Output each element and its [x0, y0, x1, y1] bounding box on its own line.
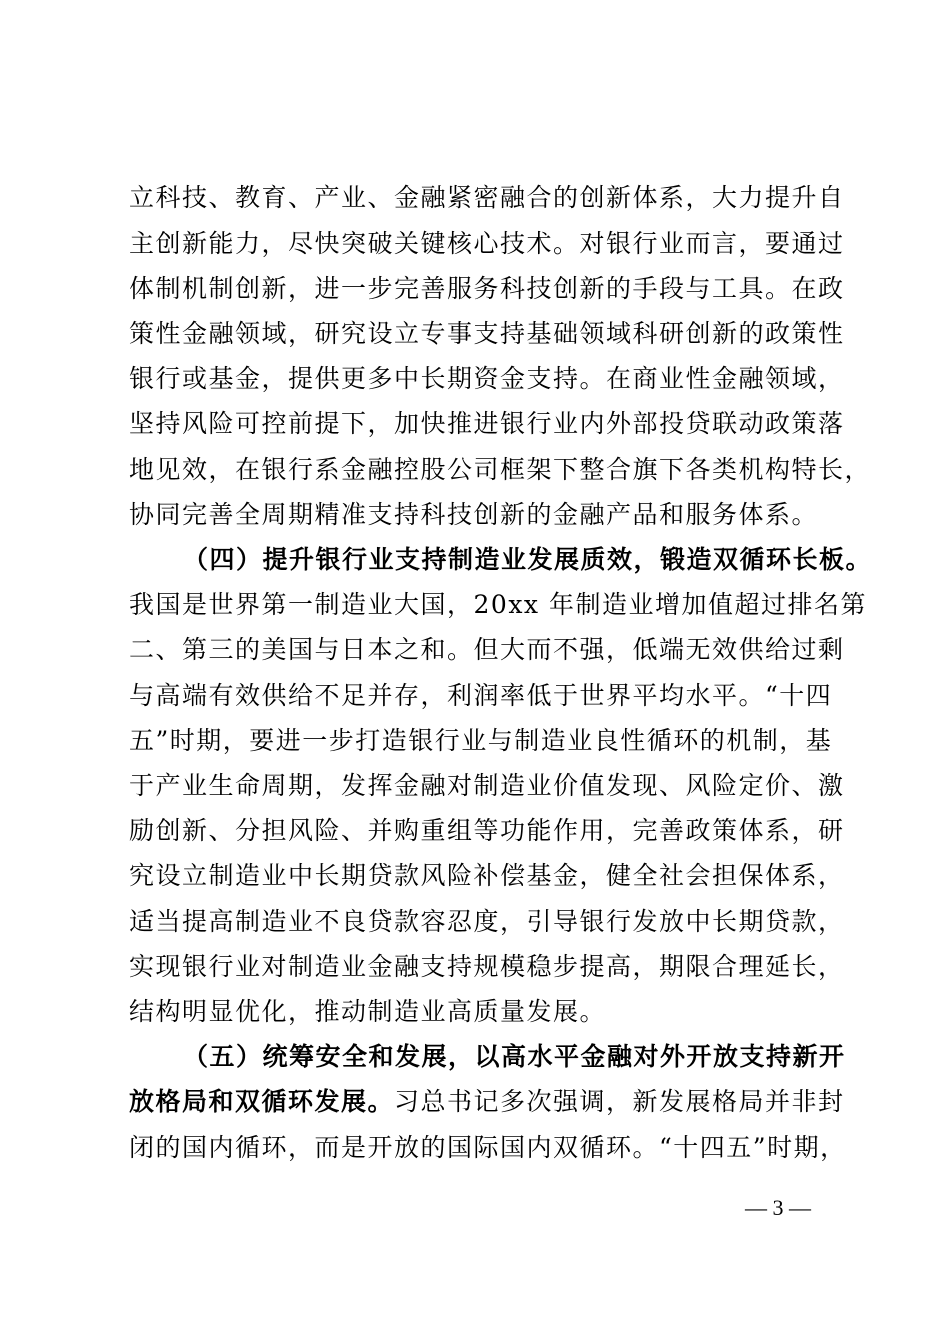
body-line-18: 实现银行业对制造业金融支持规模稳步提高，期限合理延长， — [129, 952, 845, 981]
body-line-1: 立科技、教育、产业、金融紧密融合的创新体系，大力提升自 — [129, 183, 845, 212]
section-heading-5-continuation: 放格局和双循环发展。 — [129, 1087, 395, 1116]
body-line-12: 与高端有效供给不足并存，利润率低于世界平均水平。“十四 — [129, 681, 833, 710]
body-line-5: 银行或基金，提供更多中长期资金支持。在商业性金融领域， — [129, 364, 845, 393]
body-line-8: 协同完善全周期精准支持科技创新的金融产品和服务体系。 — [129, 500, 819, 529]
body-line-10: 我国是世界第一制造业大国，20xx 年制造业增加值超过排名第 — [129, 590, 867, 619]
body-line-22: 闭的国内循环，而是开放的国际国内双循环。“十四五”时期， — [129, 1133, 847, 1162]
body-line-7: 地见效，在银行系金融控股公司框架下整合旗下各类机构特长， — [129, 455, 872, 484]
section-heading-4: （四）提升银行业支持制造业发展质效，锻造双循环长板。 — [183, 545, 873, 574]
page-number: — 3 — — [745, 1195, 811, 1220]
body-line-15: 励创新、分担风险、并购重组等功能作用，完善政策体系，研 — [129, 816, 845, 845]
body-line-4: 策性金融领域，研究设立专事支持基础领域科研创新的政策性 — [129, 319, 845, 348]
body-line-11: 二、第三的美国与日本之和。但大而不强，低端无效供给过剩 — [129, 635, 845, 664]
body-line-17: 适当提高制造业不良贷款容忍度，引导银行发放中长期贷款， — [129, 907, 845, 936]
body-line-16: 究设立制造业中长期贷款风险补偿基金，健全社会担保体系， — [129, 861, 845, 890]
body-line-14: 于产业生命周期，发挥金融对制造业价值发现、风险定价、激 — [129, 771, 845, 800]
body-line-3: 体制机制创新，进一步完善服务科技创新的手段与工具。在政 — [129, 274, 845, 303]
body-line-21-text: 习总书记多次强调，新发展格局并非封 — [394, 1087, 845, 1116]
body-line-2: 主创新能力，尽快突破关键核心技术。对银行业而言，要通过 — [129, 229, 845, 258]
section-heading-5: （五）统筹安全和发展，以高水平金融对外开放支持新开 — [183, 1042, 846, 1071]
body-line-19: 结构明显优化，推动制造业高质量发展。 — [129, 997, 607, 1026]
body-line-21 — [129, 1086, 845, 1118]
body-line-6: 坚持风险可控前提下，加快推进银行业内外部投贷联动政策落 — [129, 409, 845, 438]
body-line-13: 五”时期，要进一步打造银行业与制造业良性循环的机制，基 — [129, 726, 833, 755]
